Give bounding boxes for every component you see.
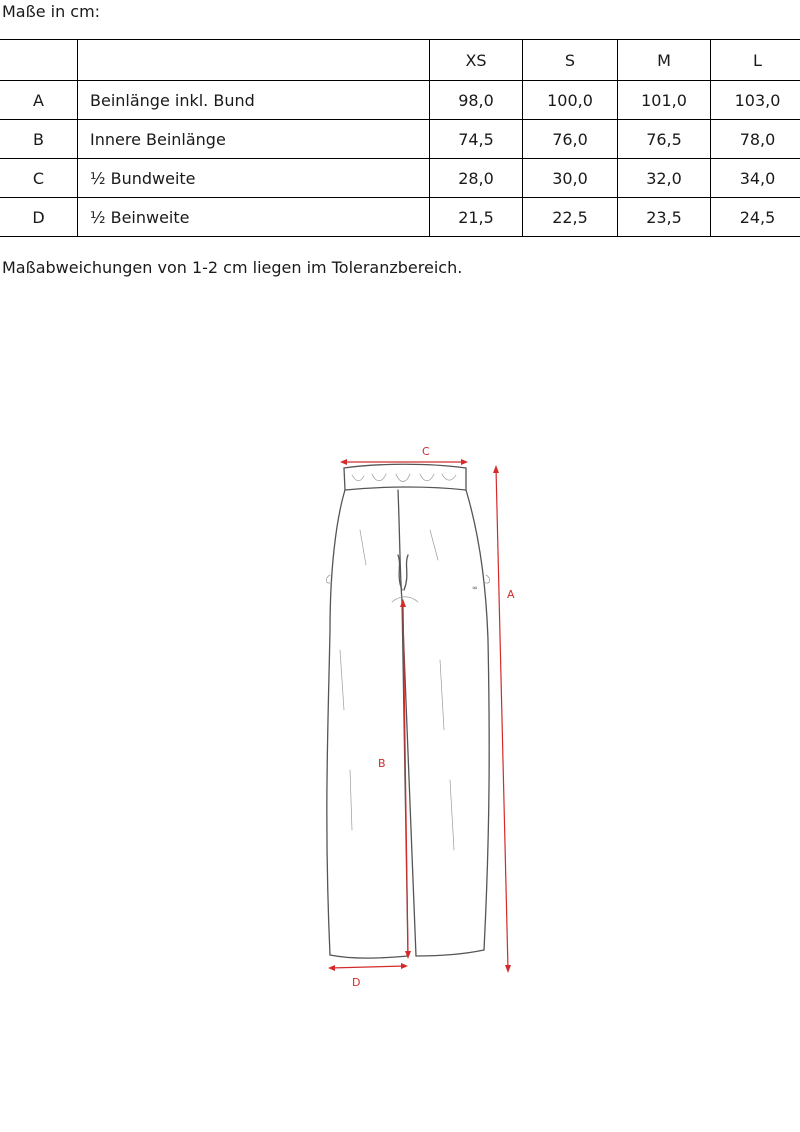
row-id: D [0,198,78,237]
row-label: Beinlänge inkl. Bund [78,81,430,120]
cell-s: 30,0 [523,159,618,198]
label-d: D [352,976,361,989]
header-cell-size-m: M [618,40,711,81]
measure-b [378,599,411,959]
cell-xs: 98,0 [430,81,523,120]
row-id: C [0,159,78,198]
measure-a [493,465,515,973]
measure-c [340,445,468,465]
header-cell-size-xs: XS [430,40,523,81]
table-row [0,81,800,120]
measure-d [328,963,408,989]
cell-xs: 21,5 [430,198,523,237]
pants-sketch [300,350,560,1000]
cell-s: 100,0 [523,81,618,120]
page-title: Maße in cm: [2,2,101,21]
cell-s: 22,5 [523,198,618,237]
header-cell-measure-name [78,40,430,81]
row-id: A [0,81,78,120]
table-row [0,120,800,159]
tolerance-note: Maßabweichungen von 1-2 cm liegen im Toleranzbereich. [2,258,463,277]
cell-l: 78,0 [711,120,800,159]
label-c: C [422,445,430,458]
table-header-row [0,40,800,81]
label-a: A [507,588,515,601]
table-row [0,159,800,198]
cell-m: 101,0 [618,81,711,120]
logo-mark: ∞ [472,584,478,592]
label-b: B [378,757,386,770]
cell-s: 76,0 [523,120,618,159]
cell-l: 24,5 [711,198,800,237]
cell-l: 103,0 [711,81,800,120]
row-id: B [0,120,78,159]
header-cell-size-l: L [711,40,800,81]
row-label: Innere Beinlänge [78,120,430,159]
row-label: ½ Bundweite [78,159,430,198]
cell-m: 76,5 [618,120,711,159]
header-cell-measure-id [0,40,78,81]
cell-m: 23,5 [618,198,711,237]
pants-outline [326,464,489,958]
table-row [0,198,800,237]
header-cell-size-s: S [523,40,618,81]
cell-xs: 28,0 [430,159,523,198]
cell-l: 34,0 [711,159,800,198]
size-table [0,39,800,237]
cell-m: 32,0 [618,159,711,198]
row-label: ½ Beinweite [78,198,430,237]
cell-xs: 74,5 [430,120,523,159]
